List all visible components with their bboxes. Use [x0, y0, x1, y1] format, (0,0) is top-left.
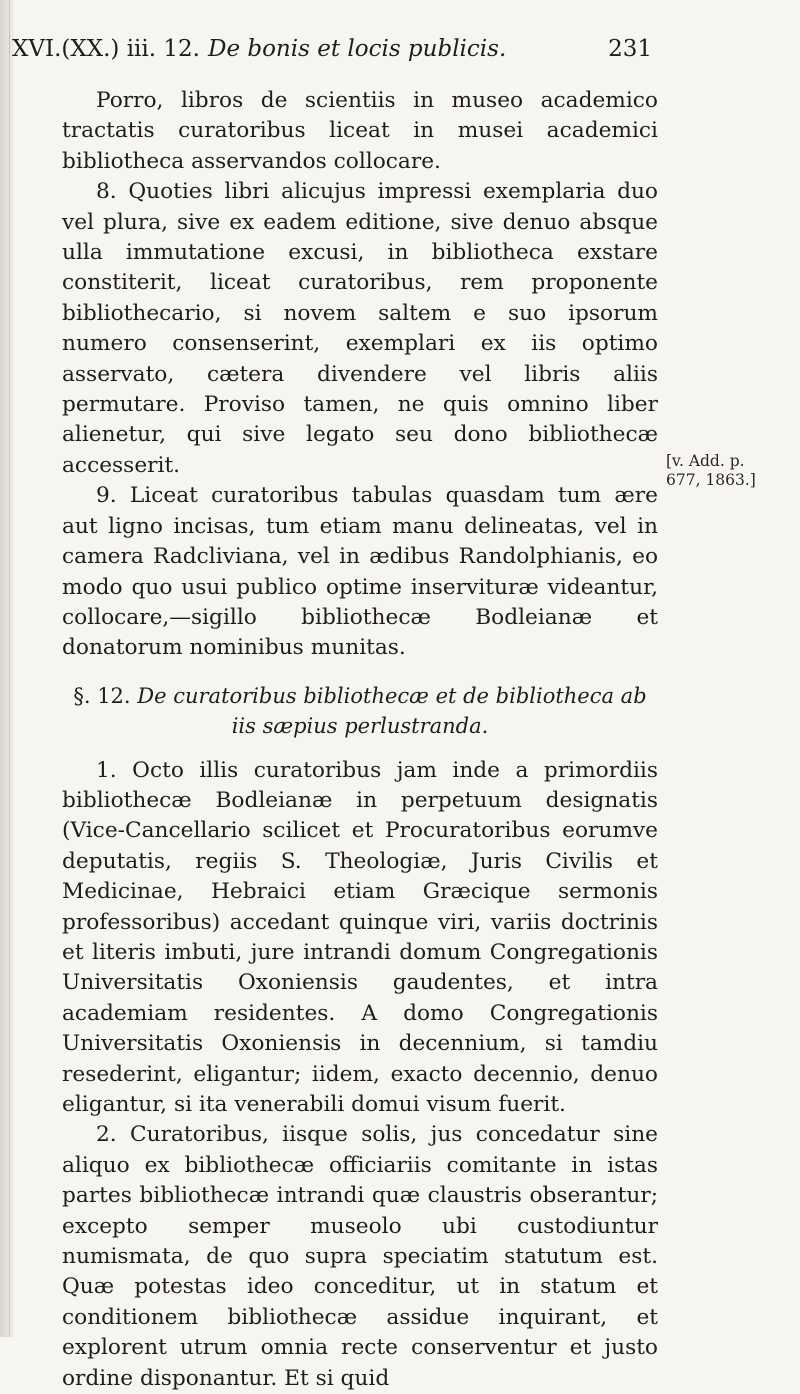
- section-title: De curatoribus bibliothecæ et de bibliotheca ab iis sæpius perlustranda.: [137, 683, 647, 739]
- paragraph-porro: Porro, libros de scientiis in museo academico tractatis curatoribus liceat in musei academici bibliotheca asservandos collocare.: [62, 88, 658, 174]
- margin-note-line-1: [v. Add. p.: [666, 452, 745, 470]
- margin-note-line-2: 677, 1863.]: [666, 471, 756, 489]
- page-number: 231: [608, 36, 652, 62]
- binding-rule: [9, 0, 10, 1337]
- paragraph-9: 9. Liceat curatoribus tabulas quasdam tum ære aut ligno incisas, tum etiam manu delineatas, vel in camera Radcliviana, vel in ædibus Randolphianis, eo modo quo usui publico optime inservituræ videantur, collocare,—sigillo bibliothecæ Bodleianæ et donatorum nominibus munitas.: [62, 483, 658, 661]
- section-number: §. 12.: [73, 683, 131, 708]
- page-body: [62, 86, 658, 1394]
- section-heading: [62, 681, 658, 742]
- running-header: [12, 34, 652, 64]
- margin-note: [666, 452, 796, 490]
- paragraph-12-2: 2. Curatoribus, iisque solis, jus concedatur sine aliquo ex bibliothecæ officiariis comitante in istas partes bibliothecæ intrandi quæ claustris obserantur; excepto semper museolo ubi custodiuntur numismata, de quo supra speciatim statutum est. Quæ potestas ideo conceditur, ut in statum et conditionem bibliothecæ assidue inquirant, et explorent utrum omnia recte conserventur et justo ordine disponantur. Et si quid: [62, 1122, 658, 1391]
- paragraph-12-1: 1. Octo illis curatoribus jam inde a primordiis bibliothecæ Bodleianæ in perpetuum designatis (Vice-Cancellario scilicet et Procuratoribus eorumve deputatis, regiis S. Theologiæ, Juris Civilis et Medicinae, Hebraici etiam Græcique sermonis professoribus) accedant quinque viri, variis doctrinis et literis imbuti, jure intrandi domum Congregationis Universitatis Oxoniensis gaudentes, et intra academiam residentes. A domo Congregationis Universitatis Oxoniensis in decennium, si tamdiu resederint, eligantur; iidem, exacto decennio, denuo eligantur, si ita venerabili domui visum fuerit.: [62, 757, 658, 1117]
- paragraph-8: 8. Quoties libri alicujus impressi exemplaria duo vel plura, sive ex eadem editione, sive denuo absque ulla immutatione excusi, in bibliotheca exstare constiterit, liceat curatoribus, rem proponente bibliothecario, si novem saltem e suo ipsorum numero consenserint, exemplari ex iis optimo asservato, cætera divendere vel libris aliis permutare. Proviso tamen, ne quis omnino liber alienetur, qui sive legato seu dono bibliothecæ accesserit.: [62, 179, 658, 478]
- running-reference: XVI.(XX.) iii. 12.: [12, 36, 200, 62]
- running-title: De bonis et locis publicis.: [208, 36, 507, 62]
- page-binding-edge: [0, 0, 14, 1337]
